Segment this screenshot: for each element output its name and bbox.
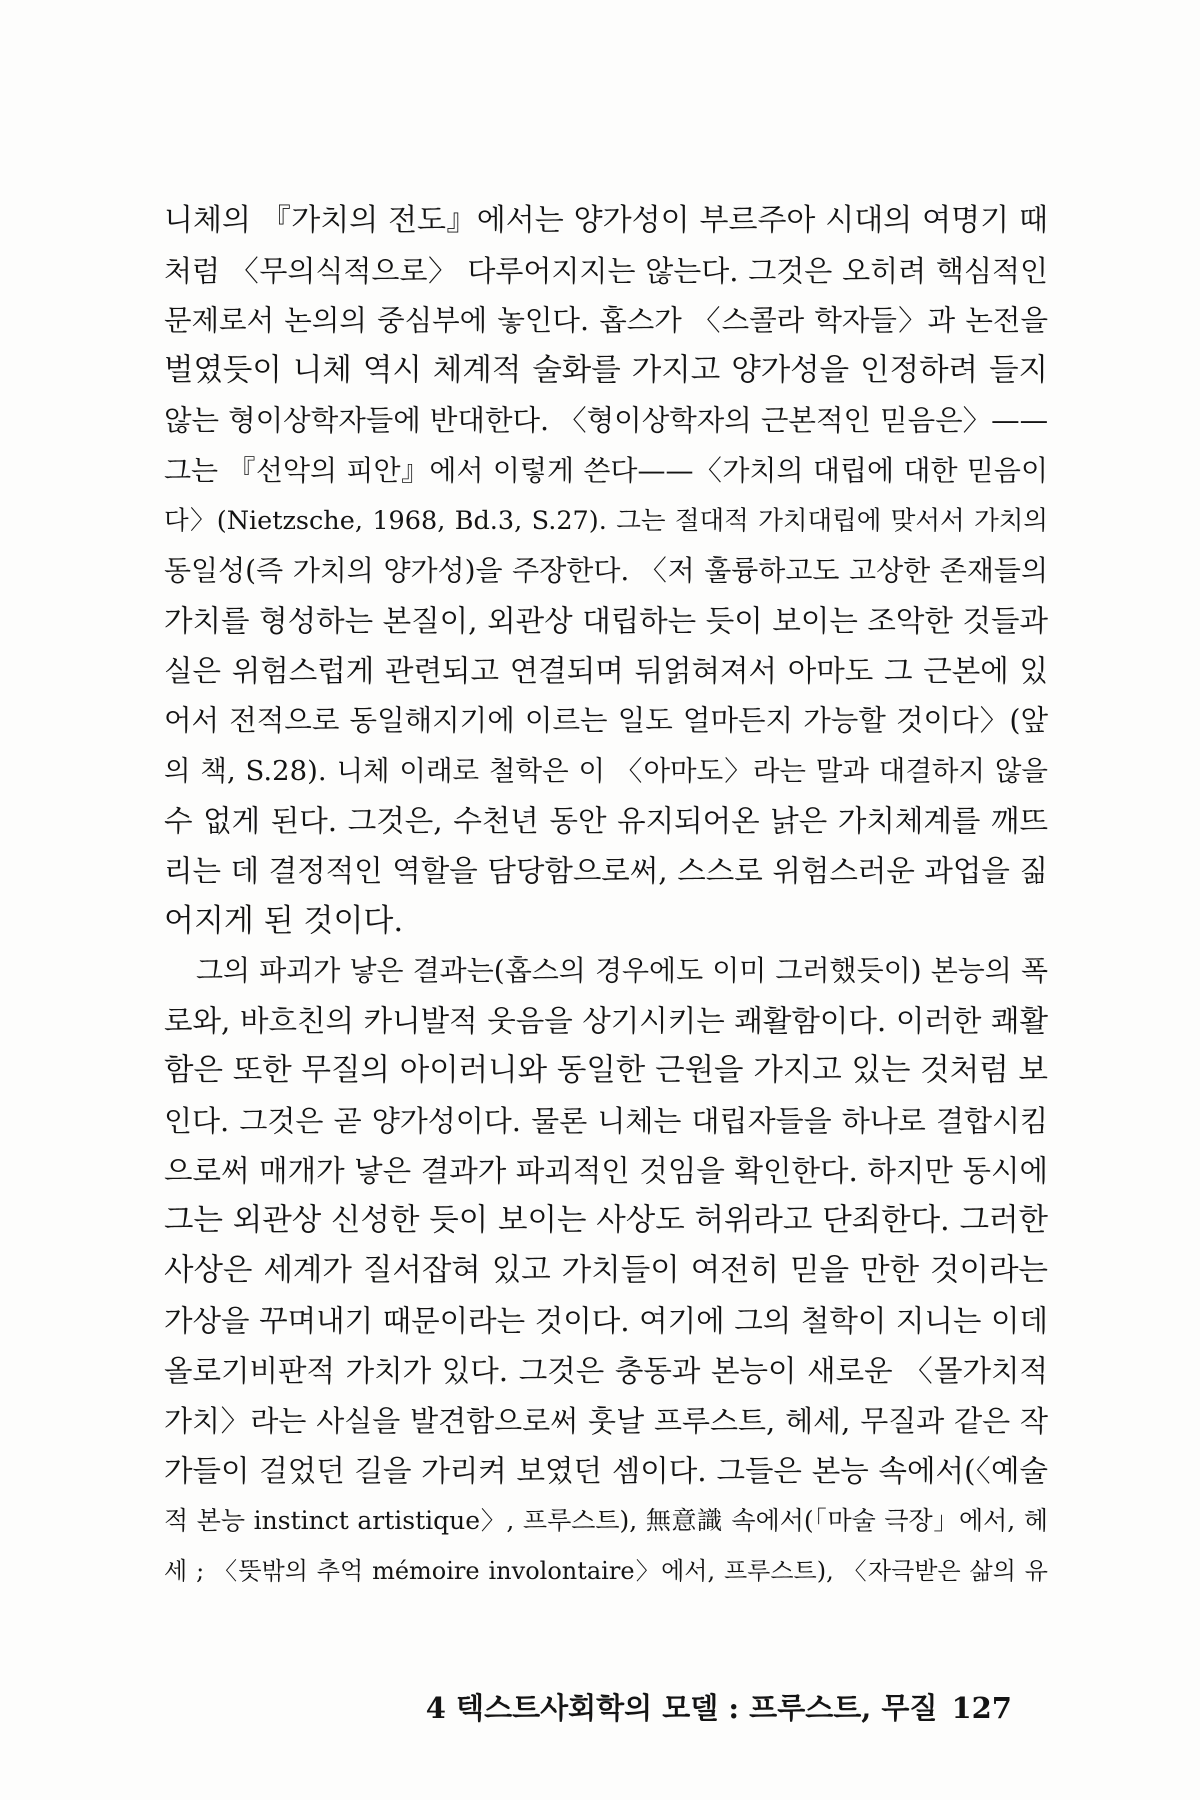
text-line: 함은 또한 무질의 아이러니와 동일한 근원을 가지고 있는 것처럼 보 bbox=[164, 1053, 1048, 1088]
text-line: 다〉(Nietzsche, 1968, Bd.3, S.27). 그는 절대적 가치대립에 맞서서 가치의 bbox=[164, 506, 1048, 536]
text-line: 으로써 매개가 낳은 결과가 파괴적인 것임을 확인한다. 하지만 동시에 bbox=[164, 1154, 1048, 1188]
text-line: 리는 데 결정적인 역할을 담당함으로써, 스스로 위험스러운 과업을 짊 bbox=[164, 854, 1048, 888]
text-line: 그는 『선악의 피안』에서 이렇게 쓴다——〈가치의 대립에 대한 믿음이 bbox=[164, 454, 1048, 487]
text-line: 사상은 세계가 질서잡혀 있고 가치들이 여전히 믿을 만한 것이라는 bbox=[164, 1253, 1048, 1288]
page-footer bbox=[164, 1686, 1012, 1727]
text-line: 어지게 된 것이다. bbox=[164, 903, 404, 939]
body-text bbox=[164, 196, 1048, 1596]
text-line: 실은 위험스럽게 관련되고 연결되며 뒤얽혀져서 아마도 그 근본에 있 bbox=[164, 654, 1048, 688]
text-line: 의 책, S.28). 니체 이래로 철학은 이 〈아마도〉라는 말과 대결하지 않을 bbox=[164, 755, 1048, 787]
text-line: 가들이 걸었던 길을 가리켜 보였던 셈이다. 그들은 본능 속에서(〈예술 bbox=[164, 1454, 1048, 1488]
text-line: 벌였듯이 니체 역시 체계적 술화를 가지고 양가성을 인정하려 들지 bbox=[164, 353, 1048, 388]
text-line: 그는 외관상 신성한 듯이 보이는 사상도 허위라고 단죄한다. 그러한 bbox=[164, 1203, 1048, 1238]
page-number: 127 bbox=[951, 1691, 1012, 1725]
text-line: 그의 파괴가 낳은 결과는(홉스의 경우에도 이미 그러했듯이) 본능의 폭 bbox=[196, 954, 1048, 987]
text-line: 로와, 바흐친의 카니발적 웃음을 상기시키는 쾌활함이다. 이러한 쾌활 bbox=[164, 1004, 1048, 1038]
text-line: 가치〉라는 사실을 발견함으로써 훗날 프루스트, 헤세, 무질과 같은 작 bbox=[164, 1404, 1048, 1438]
text-line: 어서 전적으로 동일해지기에 이르는 일도 얼마든지 가능할 것이다〉(앞 bbox=[164, 704, 1048, 737]
text-line: 동일성(즉 가치의 양가성)을 주장한다. 〈저 훌륭하고도 고상한 존재들의 bbox=[164, 554, 1048, 587]
running-head: 4 텍스트사회학의 모델 : 프루스트, 무질 bbox=[425, 1691, 938, 1725]
text-line: 니체의 『가치의 전도』에서는 양가성이 부르주아 시대의 여명기 때 bbox=[164, 203, 1048, 238]
text-line: 처럼 〈무의식적으로〉 다루어지지는 않는다. 그것은 오히려 핵심적인 bbox=[164, 254, 1048, 288]
text-line: 세 ; 〈뜻밖의 추억 mémoire involontaire〉에서, 프루스트), 〈자극받은 삶의 유 bbox=[164, 1557, 1048, 1585]
text-line: 적 본능 instinct artistique〉, 프루스트), 無意識 속에서(「마술 극장」에서, 헤 bbox=[164, 1506, 1048, 1535]
text-line: 문제로서 논의의 중심부에 놓인다. 홉스가 〈스콜라 학자들〉과 논전을 bbox=[164, 304, 1048, 337]
text-line: 인다. 그것은 곧 양가성이다. 물론 니체는 대립자들을 하나로 결합시킴 bbox=[164, 1104, 1048, 1138]
text-line: 가상을 꾸며내기 때문이라는 것이다. 여기에 그의 철학이 지니는 이데 bbox=[164, 1304, 1048, 1338]
text-line: 가치를 형성하는 본질이, 외관상 대립하는 듯이 보이는 조악한 것들과 bbox=[164, 604, 1048, 638]
text-line: 올로기비판적 가치가 있다. 그것은 충동과 본능이 새로운 〈몰가치적 bbox=[164, 1354, 1048, 1388]
text-line: 않는 형이상학자들에 반대한다. 〈형이상학자의 근본적인 믿음은〉—— bbox=[164, 404, 1048, 437]
text-line: 수 없게 된다. 그것은, 수천년 동안 유지되어온 낡은 가치체계를 깨뜨 bbox=[164, 804, 1048, 838]
